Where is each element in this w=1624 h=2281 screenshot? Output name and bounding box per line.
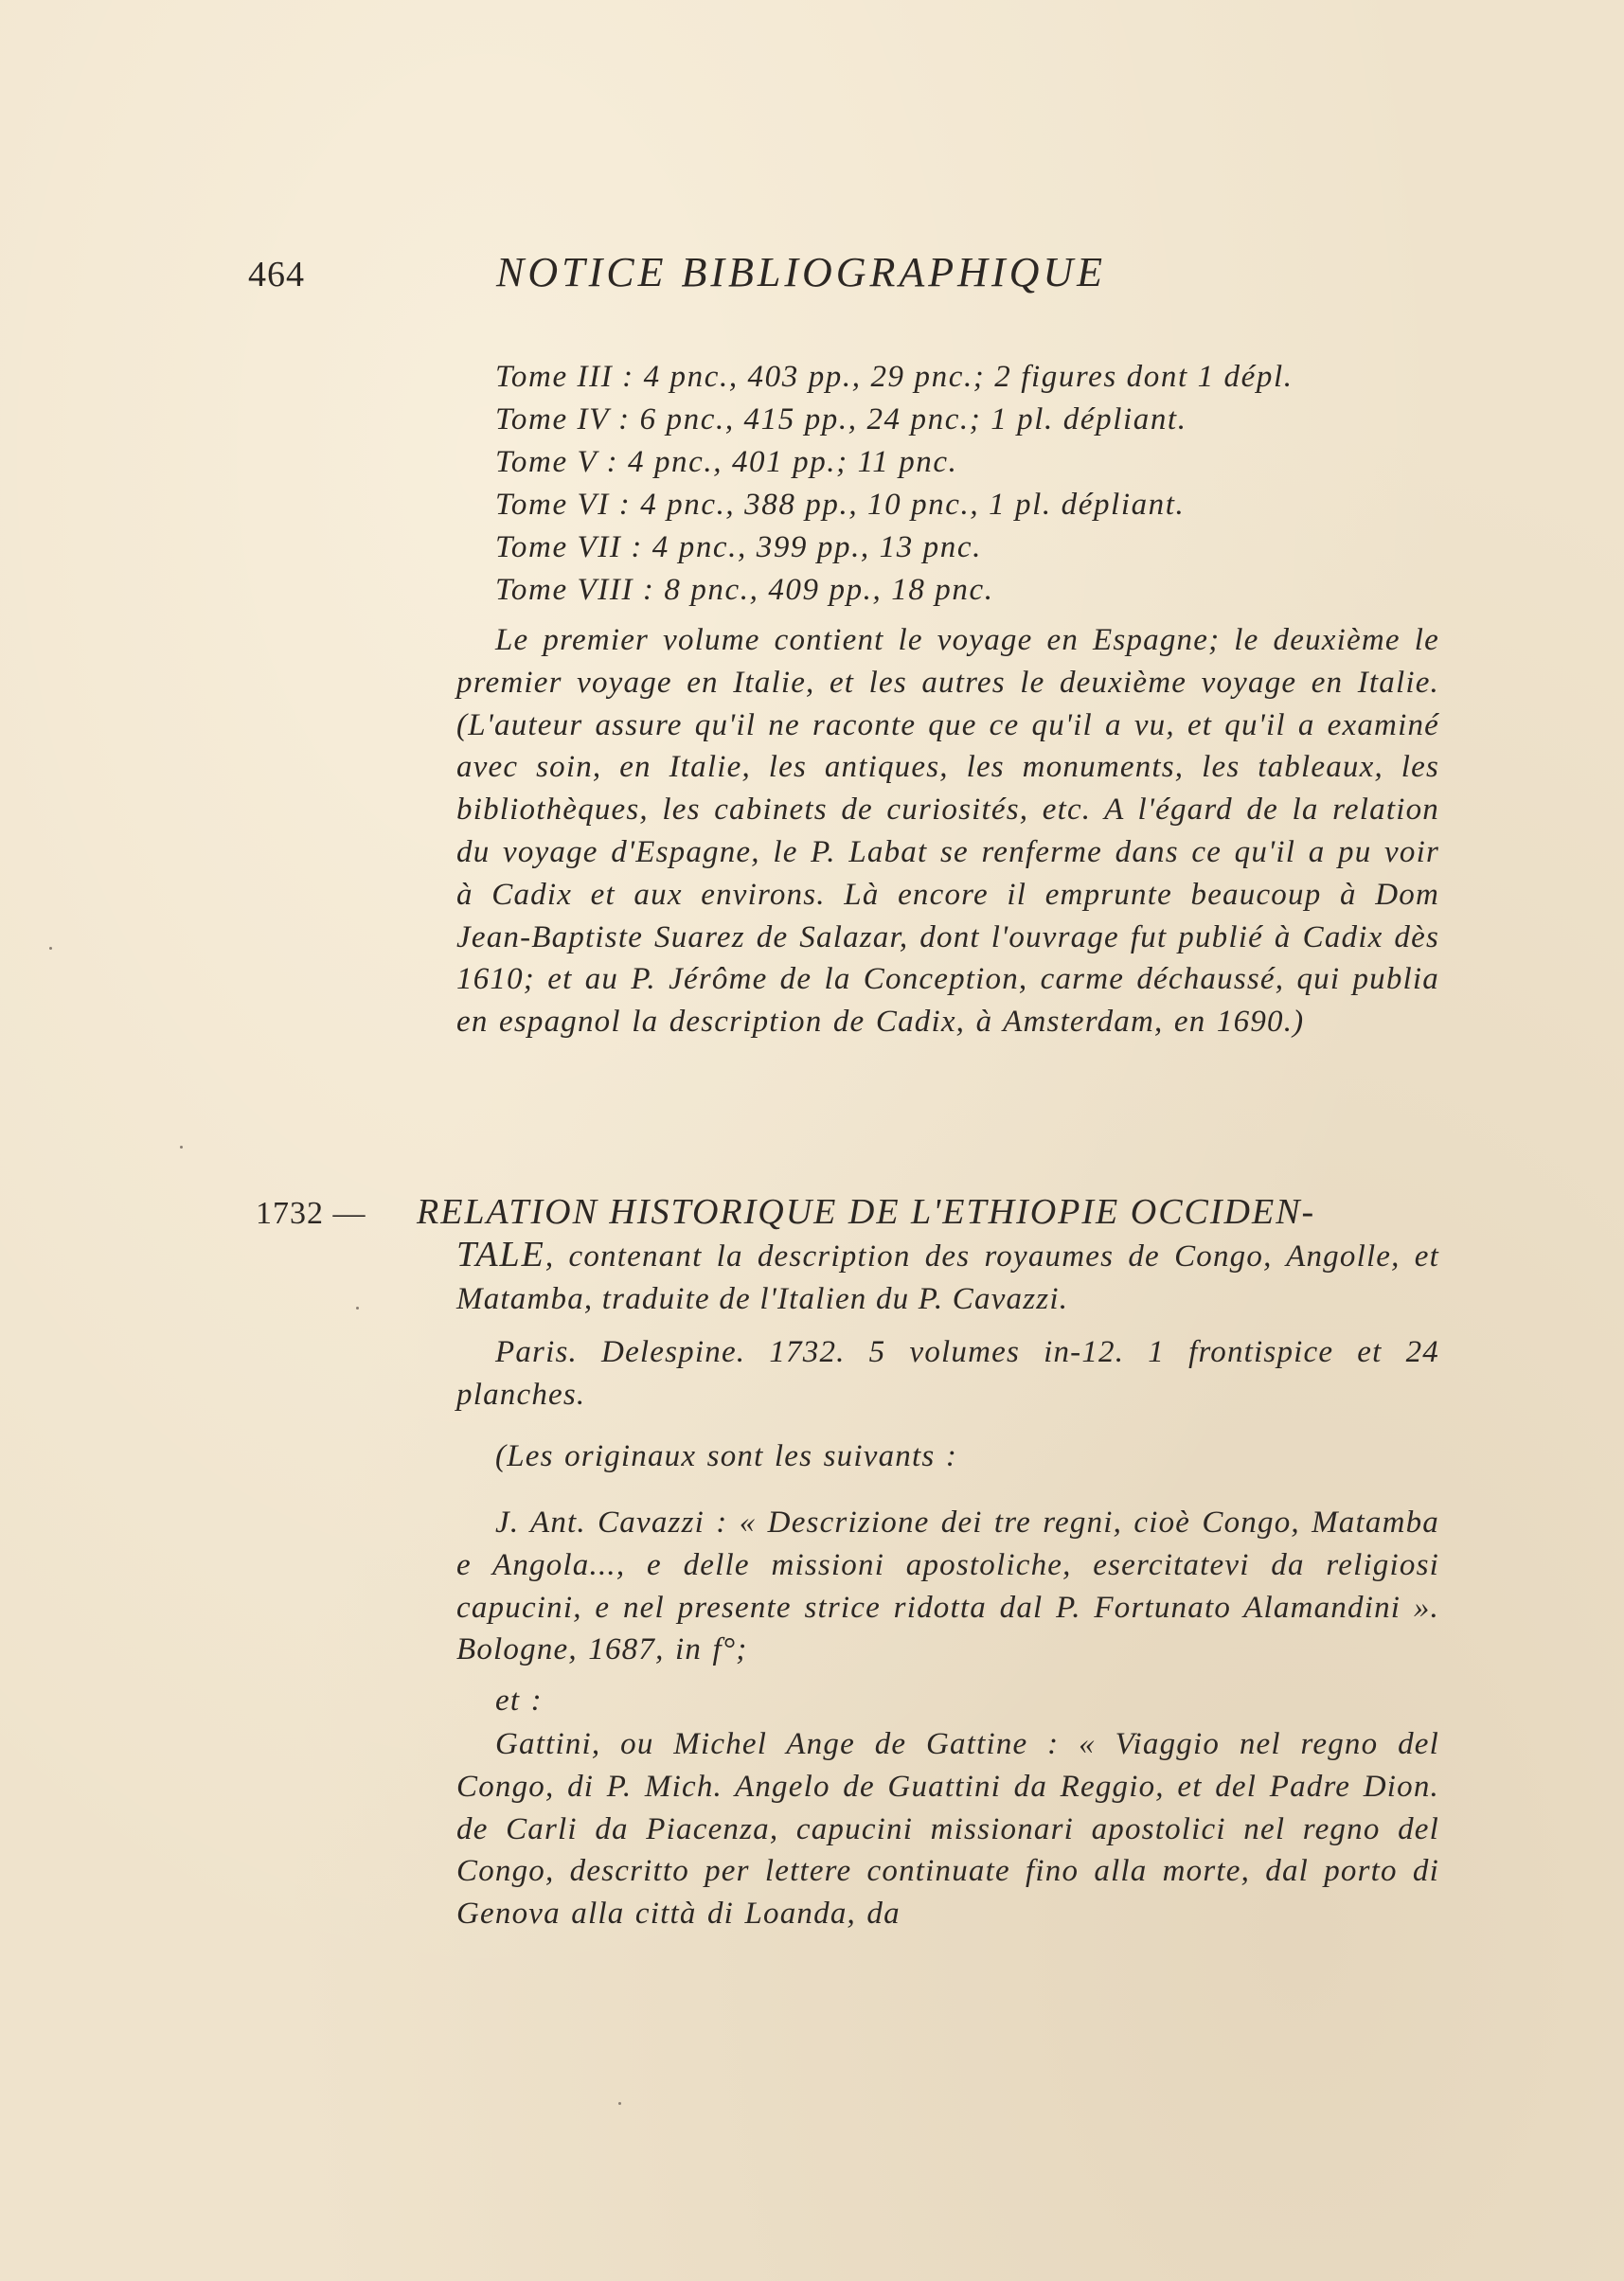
volume-list xyxy=(495,356,1294,612)
originals-intro: (Les originaux sont les suivants : xyxy=(495,1439,958,1473)
entry-imprint: Paris. Delespine. 1732. 5 volumes in-12. 1 frontispice et 24 planches. xyxy=(456,1335,1439,1412)
entry-title xyxy=(417,1191,1439,1321)
entry-title-rest: , contenant la description des royaumes de Congo, Angolle, et Matamba, traduite de l'Italien du P. Cavazzi. xyxy=(456,1239,1439,1316)
original-cavazzi: J. Ant. Cavazzi : « Descrizione dei tre regni, cioè Congo, Matamba e Angola..., e delle missioni apostoliche, esercitatevi da religiosi capucini, e nel presente strice ridotta dal P. Fortunato Alamandini ». Bologne, 1687, in f°; xyxy=(456,1506,1439,1667)
entry-title-first-line: RELATION HISTORIQUE DE L'ETHIOPIE OCCIDEN- xyxy=(417,1192,1316,1232)
running-title: NOTICE BIBLIOGRAPHIQUE xyxy=(496,249,1107,295)
volume-line: Tome VI : 4 pnc., 388 pp., 10 pnc., 1 pl. dépliant. xyxy=(495,488,1186,522)
paper-speck xyxy=(356,1307,359,1310)
volume-line: Tome V : 4 pnc., 401 pp.; 11 pnc. xyxy=(495,445,958,479)
volume-line: Tome VII : 4 pnc., 399 pp., 13 pnc. xyxy=(495,530,982,564)
entry-year xyxy=(256,1196,366,1232)
paper-speck xyxy=(180,1146,183,1149)
paper-speck xyxy=(49,947,52,950)
volume-line: Tome III : 4 pnc., 403 pp., 29 pnc.; 2 figures dont 1 dépl. xyxy=(495,360,1294,394)
paper-speck xyxy=(618,2102,621,2105)
entry-dash: — xyxy=(332,1196,366,1231)
entry-title-caps: TALE xyxy=(456,1235,545,1274)
volume-line: Tome VIII : 8 pnc., 409 pp., 18 pnc. xyxy=(495,573,994,607)
connector-et: et : xyxy=(495,1684,543,1718)
volume-line: Tome IV : 6 pnc., 415 pp., 24 pnc.; 1 pl. dépliant. xyxy=(495,402,1187,437)
contents-note: Le premier volume contient le voyage en Espagne; le deuxième le premier voyage en Italie, et les autres le deuxième voyage en Italie. (L'auteur assure qu'il ne raconte que ce qu'il a vu, et qu'il a examiné avec soin, en Italie, les antiques, les monuments, les tableaux, les bibliothèques, les cabinets de curiosités, etc. A l'égard de la relation du voyage d'Espagne, le P. Labat se renferme dans ce qu'il a pu voir à Cadix et aux environs. Là encore il emprunte beaucoup à Dom Jean-Baptiste Suarez de Salazar, dont l'ouvrage fut publié à Cadix dès 1610; et au P. Jérôme de la Conception, carme déchaussé, qui publia en espagnol la description de Cadix, à Amsterdam, en 1690.) xyxy=(456,623,1439,1040)
original-gattini: Gattini, ou Michel Ange de Gattine : « Viaggio nel regno del Congo, di P. Mich. Angelo de Guattini da Reggio, et del Padre Dion. de Carli da Piacenza, capucini missionari apostolici nel regno del Congo, descritto per lettere continuate fino alla morte, dal porto di Genova alla città di Loanda, da xyxy=(456,1727,1439,1932)
entry-year-number: 1732 xyxy=(256,1196,324,1231)
page-number: 464 xyxy=(248,255,305,294)
